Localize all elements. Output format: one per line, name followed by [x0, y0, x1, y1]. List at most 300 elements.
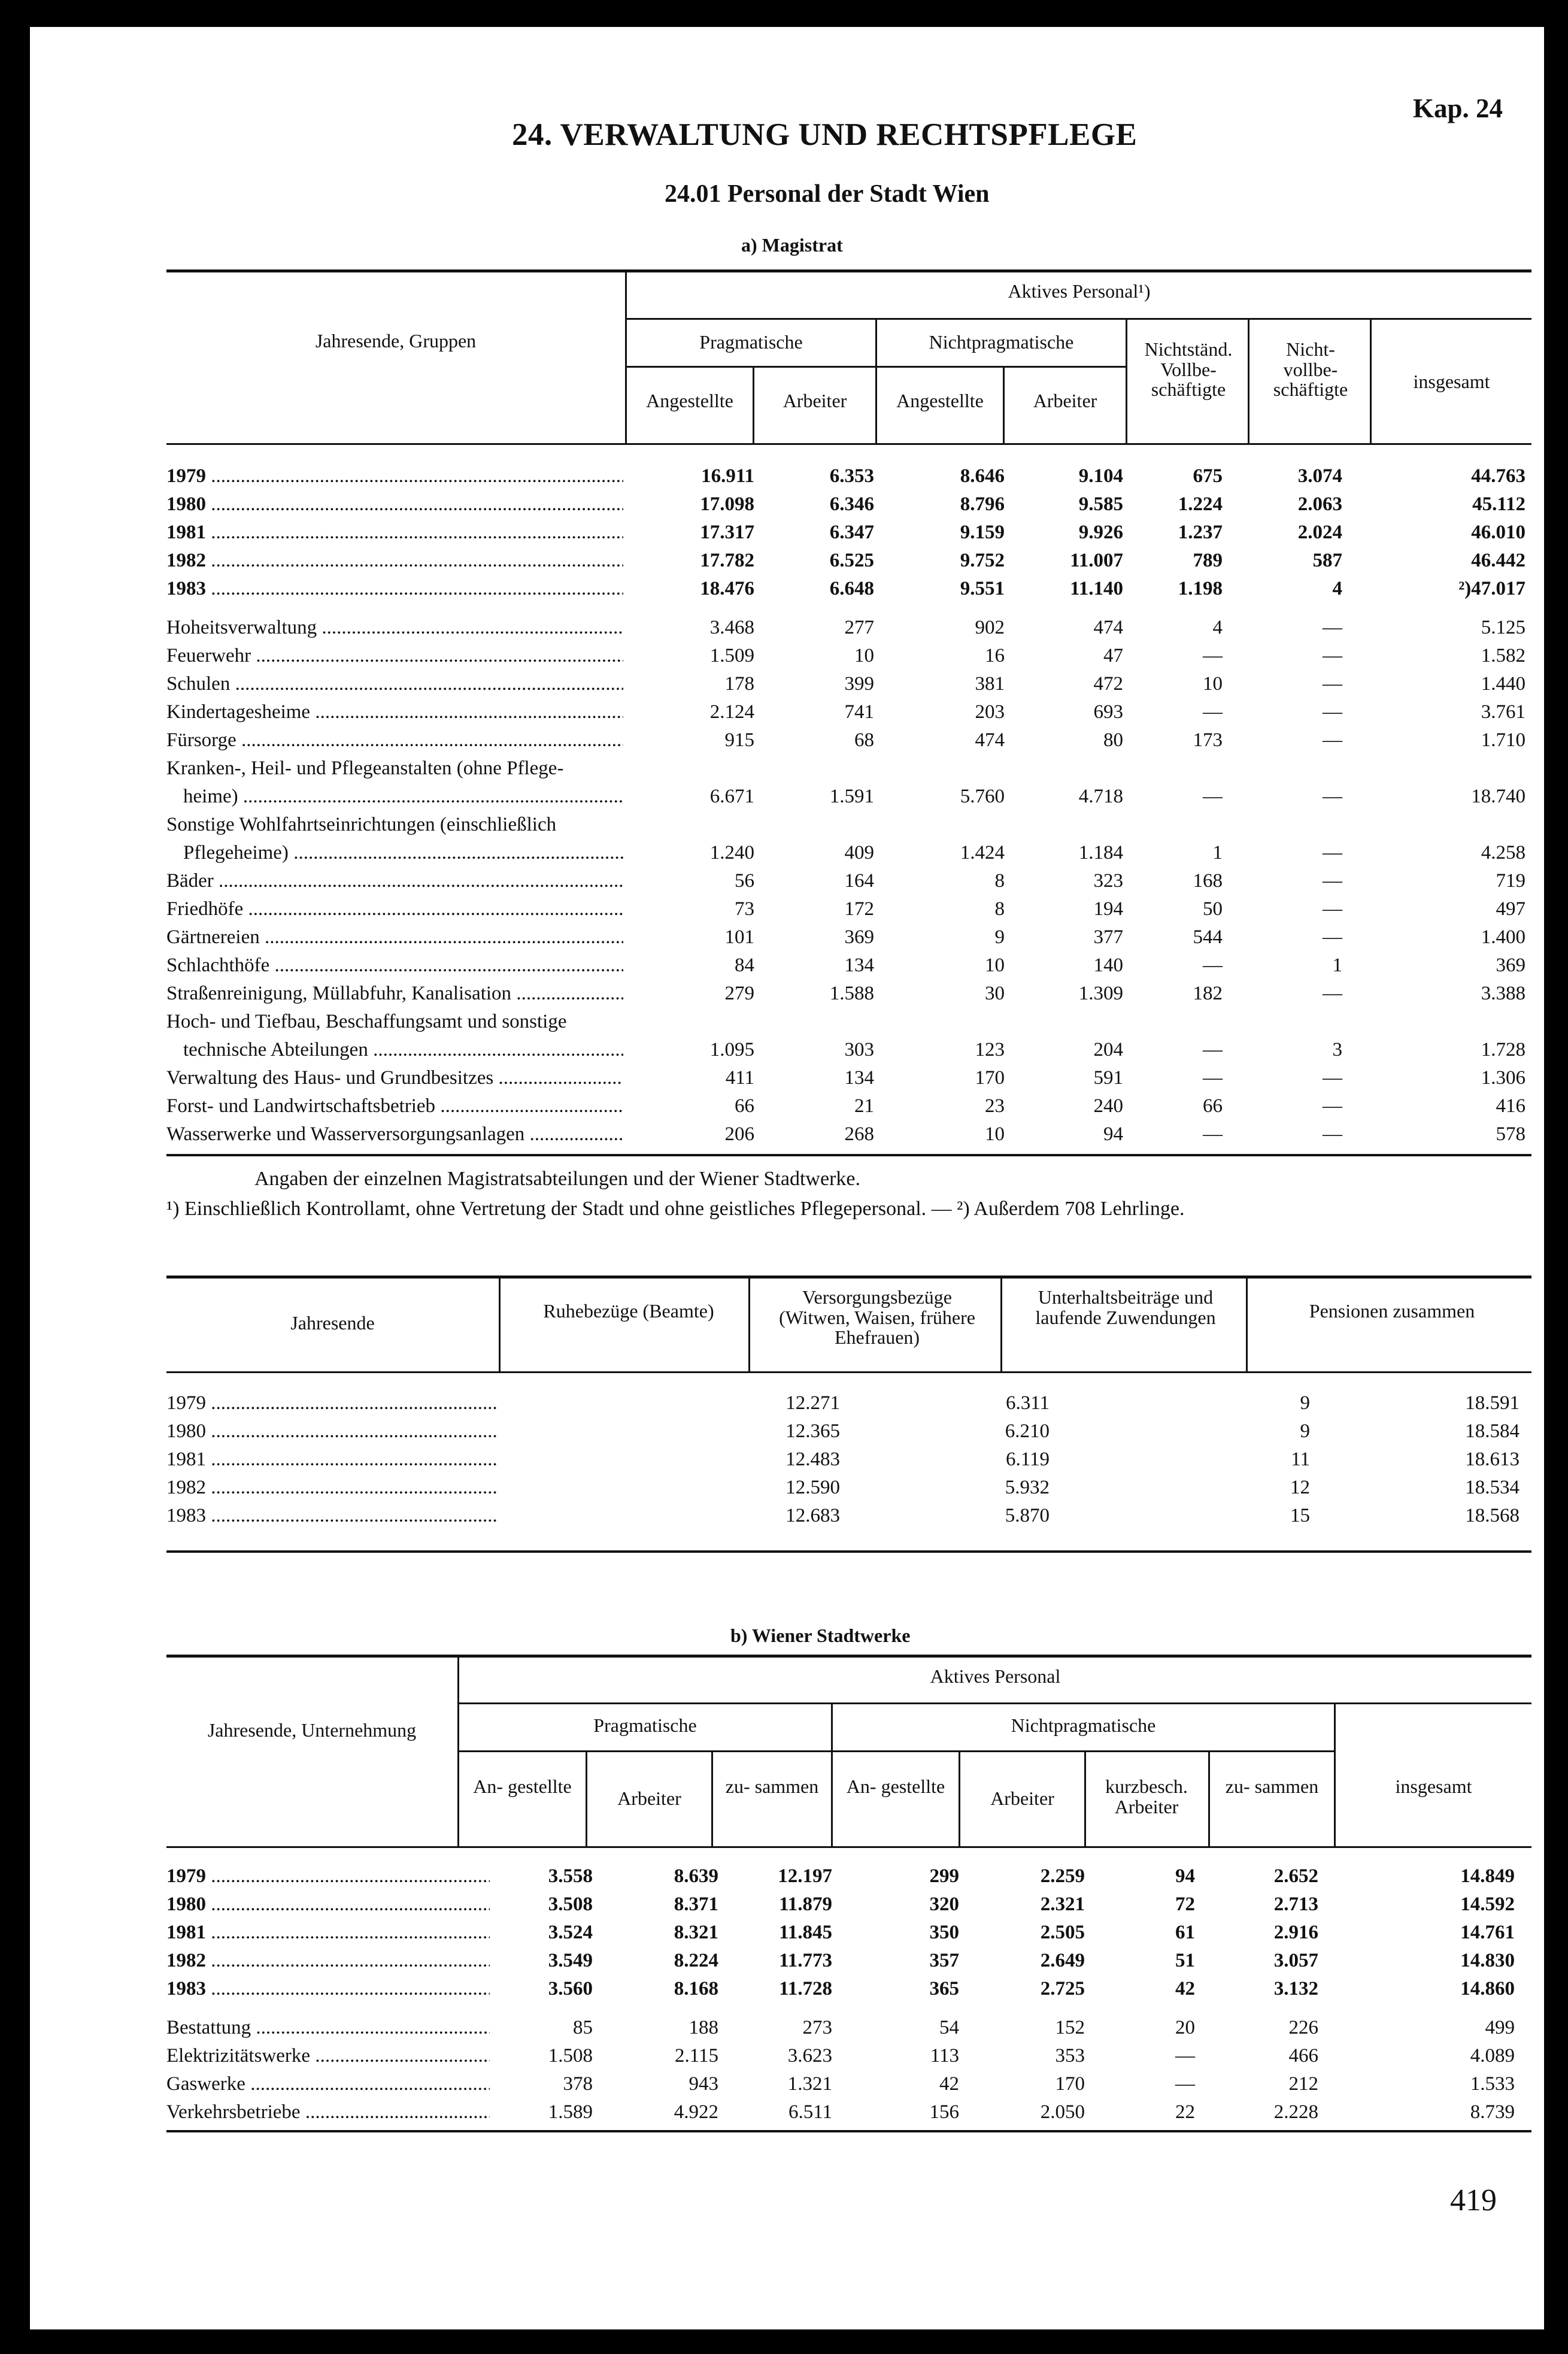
row-label	[166, 1972, 490, 2000]
value-cell: 1.321	[787, 2073, 832, 2095]
value-cell: —	[1323, 870, 1342, 892]
value-cell: 14.860	[1460, 1978, 1515, 1999]
value-cell: 22	[1175, 2101, 1195, 2123]
table-b-vline	[1208, 1750, 1210, 1846]
value-cell: 273	[802, 2017, 832, 2038]
value-cell: 9.159	[960, 522, 1005, 543]
table-a-bottom-rule	[166, 1154, 1531, 1156]
value-cell: 3.623	[787, 2045, 832, 2067]
value-cell: 94	[1175, 1865, 1195, 1887]
chapter-tag: Kap. 24	[1413, 93, 1503, 123]
value-cell: 6.347	[829, 522, 874, 543]
row-label-text: 1982 .....	[166, 550, 623, 571]
pensions-header-bottom-rule	[166, 1371, 1531, 1373]
value-cell: 3.468	[709, 617, 754, 638]
value-cell: 4	[1212, 617, 1223, 638]
value-cell: 11	[1291, 1449, 1310, 1470]
row-label	[166, 1944, 490, 1972]
spacer-cell	[166, 2000, 490, 2011]
value-cell: 365	[929, 1978, 959, 1999]
table-row	[166, 723, 1525, 752]
value-cell: 10	[985, 955, 1005, 976]
table-b-vline	[711, 1750, 713, 1846]
value-cell: 323	[1093, 870, 1123, 892]
value-cell: 17.098	[700, 493, 754, 515]
value-cell: 1.240	[709, 842, 754, 864]
value-cell: 2.115	[674, 2045, 718, 2067]
row-label-text: 1979 .....	[166, 465, 623, 487]
value-cell: 2.228	[1273, 2101, 1318, 2123]
value-cell: 1.508	[548, 2045, 593, 2067]
value-cell: 10	[985, 1123, 1005, 1145]
value-cell: 45.112	[1472, 493, 1525, 515]
table-row	[166, 1888, 1515, 1916]
value-cell: 84	[735, 955, 754, 976]
pensions-jahresende: Jahresende	[290, 1312, 375, 1334]
value-cell: 9.585	[1078, 493, 1123, 515]
value-cell: 8.168	[674, 1978, 718, 1999]
table-b-arbeiter-2: Arbeiter	[990, 1788, 1054, 1809]
value-cell: 113	[930, 2045, 959, 2067]
table-row	[166, 611, 1525, 639]
value-cell: 12.197	[778, 1865, 832, 1887]
table-row	[166, 1972, 1515, 2000]
table-row	[166, 1089, 1525, 1117]
row-label-text: Verkehrsbetriebe .....	[166, 2101, 490, 2123]
row-label-text: 1979 .....	[166, 1392, 499, 1414]
value-cell: 1	[1212, 842, 1223, 864]
value-cell: 11.140	[1070, 578, 1123, 599]
value-cell: —	[1203, 786, 1223, 807]
pensions-zusammen: Pensionen zusammen	[1309, 1300, 1475, 1322]
table-a-nichtpragmatische: Nichtpragmatische	[929, 331, 1074, 353]
value-cell: 12.271	[785, 1392, 840, 1414]
value-cell: 4	[1332, 578, 1342, 599]
value-cell: —	[1203, 1123, 1223, 1145]
value-cell: 18.534	[1465, 1477, 1520, 1498]
table-row	[166, 1005, 1525, 1033]
table-row	[166, 1386, 1520, 1414]
value-cell: 409	[844, 842, 874, 864]
value-cell: 23	[985, 1095, 1005, 1117]
row-label-text: 1980 .....	[166, 1420, 499, 1442]
value-cell: —	[1323, 898, 1342, 920]
value-cell: 2.505	[1040, 1922, 1085, 1943]
row-label	[166, 1888, 490, 1916]
value-cell: 85	[573, 2017, 593, 2038]
table-b	[166, 1859, 1515, 2123]
footnote: ¹) Einschließlich Kontrollamt, ohne Vertretung der Stadt und ohne geistliches Pflegepersonal. — ²) Außerdem 708 Lehrlinge.	[166, 1198, 1185, 1220]
value-cell: 9.926	[1078, 522, 1123, 543]
table-a-rule	[627, 318, 1531, 320]
table-row	[166, 2011, 1515, 2039]
row-label	[166, 1859, 490, 1888]
row-label-text: Hoheitsverwaltung .....	[166, 617, 623, 638]
value-cell: 2.713	[1273, 1893, 1318, 1915]
table-b-top-rule	[166, 1655, 1531, 1658]
value-cell: 2.649	[1040, 1950, 1085, 1971]
value-cell: 741	[844, 701, 874, 723]
table-a-nichtvoll: Nicht- vollbe- schäftigte	[1273, 338, 1348, 401]
value-cell: 9.551	[960, 578, 1005, 599]
source-note: Angaben der einzelnen Magistratsabteilungen und der Wiener Stadtwerke.	[254, 1168, 860, 1190]
value-cell: 279	[724, 983, 754, 1004]
value-cell: 472	[1093, 673, 1123, 695]
value-cell: 11.728	[779, 1978, 832, 1999]
value-cell: 17.782	[700, 550, 754, 571]
row-label	[166, 2067, 490, 2095]
value-cell: 1.589	[548, 2101, 593, 2123]
value-cell: 6.671	[709, 786, 754, 807]
row-label	[166, 920, 623, 949]
value-cell: 3.558	[548, 1865, 593, 1887]
value-cell: 1.198	[1178, 578, 1223, 599]
row-label	[166, 1033, 623, 1061]
value-cell: 152	[1055, 2017, 1085, 2038]
value-cell: 188	[689, 2017, 718, 2038]
row-label	[166, 1061, 623, 1089]
table-b-nichtpragmatische: Nichtpragmatische	[1011, 1714, 1156, 1736]
value-cell: 240	[1093, 1095, 1123, 1117]
value-cell: 1.582	[1481, 645, 1525, 666]
row-label-text: 1981 .....	[166, 522, 623, 543]
row-label-text: Gaswerke .....	[166, 2073, 490, 2095]
pensions-vline	[499, 1276, 501, 1373]
value-cell: 8.224	[674, 1950, 718, 1971]
table-b-angestellte-1: An- gestellte	[473, 1776, 572, 1797]
value-cell: 11.845	[779, 1922, 832, 1943]
spacer-row	[166, 2000, 1515, 2011]
value-cell: —	[1175, 2045, 1195, 2067]
value-cell: —	[1323, 983, 1342, 1004]
row-label-text: 1980 .....	[166, 1893, 490, 1915]
value-cell: 66	[735, 1095, 754, 1117]
value-cell: 6.119	[1005, 1449, 1050, 1470]
row-label: Hoch- und Tiefbau, Beschaffungsamt und sonstige	[166, 1011, 567, 1032]
value-cell: 10	[1203, 673, 1223, 695]
value-cell: 544	[1193, 926, 1223, 948]
value-cell: 277	[844, 617, 874, 638]
row-label-text: 1983 .....	[166, 578, 623, 599]
value-cell: 353	[1055, 2045, 1085, 2067]
value-cell: 10	[854, 645, 874, 666]
row-label-text: Forst- und Landwirtschaftsbetrieb .....	[166, 1095, 623, 1117]
row-label-text: heime) .....	[183, 786, 623, 807]
value-cell: 2.024	[1297, 522, 1342, 543]
row-label: Kranken-, Heil- und Pflegeanstalten (ohne Pflege-	[166, 758, 564, 779]
pensions-top-rule	[166, 1276, 1531, 1279]
value-cell: 4.258	[1481, 842, 1525, 864]
row-label: Sonstige Wohlfahrtseinrichtungen (einschließlich	[166, 814, 557, 835]
value-cell: 2.725	[1040, 1978, 1085, 1999]
row-label-text: Pflegeheime) .....	[183, 842, 623, 864]
value-cell: 226	[1288, 2017, 1318, 2038]
row-label	[166, 1471, 499, 1499]
row-label-text: Friedhöfe .....	[166, 898, 623, 920]
value-cell: 943	[689, 2073, 718, 2095]
value-cell: 18.476	[700, 578, 754, 599]
value-cell: 2.321	[1040, 1893, 1085, 1915]
value-cell: 9	[994, 926, 1005, 948]
value-cell: 80	[1103, 729, 1123, 751]
value-cell: 719	[1496, 870, 1525, 892]
value-cell: 56	[735, 870, 754, 892]
table-a-vline	[1248, 318, 1249, 443]
value-cell: 8.646	[960, 465, 1005, 487]
value-cell: 15	[1290, 1505, 1310, 1526]
value-cell: 2.063	[1297, 493, 1342, 515]
value-cell: —	[1323, 729, 1342, 751]
value-cell: 204	[1093, 1039, 1123, 1061]
table-b-rule	[459, 1750, 1334, 1752]
value-cell: 9	[1300, 1420, 1310, 1442]
table-b-insgesamt: insgesamt	[1395, 1776, 1472, 1797]
value-cell: 140	[1093, 955, 1123, 976]
value-cell: —	[1323, 617, 1342, 638]
value-cell: 134	[844, 955, 874, 976]
table-row	[166, 949, 1525, 977]
value-cell: 14.592	[1460, 1893, 1515, 1915]
row-label	[166, 2095, 490, 2123]
value-cell: 203	[975, 701, 1005, 723]
value-cell: 5.125	[1481, 617, 1525, 638]
value-cell: 350	[929, 1922, 959, 1943]
table-row	[166, 1944, 1515, 1972]
value-cell: 3.388	[1481, 983, 1525, 1004]
row-label	[166, 1089, 623, 1117]
table-row	[166, 2095, 1515, 2123]
part-b-title: b) Wiener Stadtwerke	[730, 1625, 911, 1646]
table-row	[166, 459, 1525, 487]
row-label	[166, 1414, 499, 1443]
value-cell: 497	[1496, 898, 1525, 920]
pensions-table	[166, 1386, 1520, 1527]
value-cell: 46.442	[1471, 550, 1525, 571]
value-cell: 1.424	[960, 842, 1005, 864]
value-cell: 693	[1093, 701, 1123, 723]
table-a-angestellte-2: Angestellte	[896, 390, 984, 411]
table-a	[166, 459, 1525, 1146]
value-cell: 134	[844, 1067, 874, 1089]
value-cell: 303	[844, 1039, 874, 1061]
value-cell: 9.104	[1078, 465, 1123, 487]
value-cell: —	[1323, 701, 1342, 723]
value-cell: 1.591	[829, 786, 874, 807]
value-cell: 42	[939, 2073, 959, 2095]
table-row	[166, 2039, 1515, 2067]
table-row	[166, 1061, 1525, 1089]
value-cell: 46.010	[1471, 522, 1525, 543]
value-cell: 587	[1312, 550, 1342, 571]
row-label	[166, 836, 623, 864]
value-cell: 4.089	[1470, 2045, 1515, 2067]
value-cell: 3.132	[1273, 1978, 1318, 1999]
value-cell: 2.652	[1273, 1865, 1318, 1887]
row-label-text: Wasserwerke und Wasserversorgungsanlagen .....	[166, 1123, 623, 1145]
row-label	[166, 611, 623, 639]
row-label	[166, 487, 623, 516]
value-cell: 16.911	[701, 465, 754, 487]
table-a-aktives-header: Aktives Personal¹)	[1008, 280, 1151, 302]
table-a-arbeiter-2: Arbeiter	[1033, 390, 1097, 411]
row-label	[166, 780, 623, 808]
row-label	[166, 2039, 490, 2067]
value-cell: 5.760	[960, 786, 1005, 807]
value-cell: 9	[1300, 1392, 1310, 1414]
value-cell: 320	[929, 1893, 959, 1915]
value-cell: 578	[1496, 1123, 1525, 1145]
value-cell: 8.796	[960, 493, 1005, 515]
value-cell: 18.613	[1465, 1449, 1520, 1470]
value-cell: —	[1203, 701, 1223, 723]
value-cell: —	[1323, 1123, 1342, 1145]
value-cell: 11.773	[779, 1950, 832, 1971]
value-cell: 182	[1193, 983, 1223, 1004]
value-cell: —	[1203, 1039, 1223, 1061]
row-label-text: Schlachthöfe .....	[166, 955, 623, 976]
value-cell: 1.533	[1470, 2073, 1515, 2095]
value-cell: 416	[1496, 1095, 1525, 1117]
value-cell: 2.050	[1040, 2101, 1085, 2123]
part-a-title: a) Magistrat	[741, 234, 843, 256]
value-cell: 1.400	[1481, 926, 1525, 948]
value-cell: 1.224	[1178, 493, 1223, 515]
value-cell: 14.849	[1460, 1865, 1515, 1887]
row-label	[166, 544, 623, 572]
table-row	[166, 1471, 1520, 1499]
value-cell: 2.259	[1040, 1865, 1085, 1887]
table-a-arbeiter-1: Arbeiter	[783, 390, 847, 411]
row-label	[166, 572, 623, 600]
value-cell: 4.922	[674, 2101, 718, 2123]
value-cell: 172	[844, 898, 874, 920]
table-b-vline	[1334, 1702, 1336, 1846]
value-cell: 299	[929, 1865, 959, 1887]
value-cell: 1.728	[1481, 1039, 1525, 1061]
value-cell: 68	[854, 729, 874, 751]
value-cell: 789	[1193, 550, 1223, 571]
row-label-text: Bestattung .....	[166, 2017, 490, 2038]
pensions-unterhalt: Unterhaltsbeiträge und laufende Zuwendungen	[1035, 1286, 1216, 1328]
value-cell: —	[1323, 1095, 1342, 1117]
chapter-title: 24. VERWALTUNG UND RECHTSPFLEGE	[512, 117, 1138, 152]
table-row	[166, 780, 1525, 808]
value-cell: 42	[1175, 1978, 1195, 1999]
value-cell: 3	[1332, 1039, 1342, 1061]
table-b-zusammen-1: zu- sammen	[725, 1776, 819, 1797]
value-cell: 66	[1203, 1095, 1223, 1117]
value-cell: 1	[1332, 955, 1342, 976]
row-label-text: Fürsorge .....	[166, 729, 623, 751]
value-cell: 123	[975, 1039, 1005, 1061]
table-row	[166, 1414, 1520, 1443]
row-label	[166, 695, 623, 723]
value-cell: 12.483	[785, 1449, 840, 1470]
page-number: 419	[1450, 2183, 1497, 2217]
value-cell: 378	[563, 2073, 593, 2095]
table-row	[166, 808, 1525, 836]
row-label	[166, 1916, 490, 1944]
row-label-text: 1982 .....	[166, 1477, 499, 1498]
table-b-row-header: Jahresende, Unternehmung	[207, 1719, 417, 1741]
value-cell: 1.306	[1481, 1067, 1525, 1089]
value-cell: 1.440	[1481, 673, 1525, 695]
value-cell: 9.752	[960, 550, 1005, 571]
value-cell: 170	[1055, 2073, 1085, 2095]
value-cell: 194	[1093, 898, 1123, 920]
table-row	[166, 487, 1525, 516]
value-cell: 8.739	[1470, 2101, 1515, 2123]
row-label-text: Gärtnereien .....	[166, 926, 623, 948]
value-cell: 1.309	[1078, 983, 1123, 1004]
value-cell: —	[1203, 1067, 1223, 1089]
row-label	[166, 864, 623, 892]
value-cell: 3.761	[1481, 701, 1525, 723]
table-a-top-rule	[166, 269, 1531, 272]
row-label-text: 1983 .....	[166, 1505, 499, 1526]
value-cell: 61	[1175, 1922, 1195, 1943]
value-cell: 14.830	[1460, 1950, 1515, 1971]
value-cell: 6.210	[1005, 1420, 1050, 1442]
value-cell: 178	[724, 673, 754, 695]
table-b-bottom-rule	[166, 2130, 1531, 2132]
value-cell: 206	[724, 1123, 754, 1145]
value-cell: 12.590	[785, 1477, 840, 1498]
table-a-angestellte-1: Angestellte	[646, 390, 733, 411]
value-cell: 6.353	[829, 465, 874, 487]
table-row	[166, 572, 1525, 600]
pensions-vline	[1246, 1276, 1248, 1373]
row-label-text: Elektrizitätswerke .....	[166, 2045, 490, 2067]
value-cell: —	[1323, 1067, 1342, 1089]
value-cell: 1.184	[1078, 842, 1123, 864]
row-label	[166, 459, 623, 487]
section-title: 24.01 Personal der Stadt Wien	[665, 180, 990, 208]
value-cell: 474	[975, 729, 1005, 751]
value-cell: 4.718	[1078, 786, 1123, 807]
value-cell: 11.007	[1070, 550, 1123, 571]
value-cell: 173	[1193, 729, 1223, 751]
row-label-text: Feuerwehr .....	[166, 645, 623, 666]
pensions-ruhe: Ruhebezüge (Beamte)	[543, 1300, 714, 1322]
row-label-text: Kindertagesheime .....	[166, 701, 623, 723]
value-cell: 377	[1093, 926, 1123, 948]
table-row	[166, 695, 1525, 723]
row-label-text: technische Abteilungen .....	[183, 1039, 623, 1061]
value-cell: 18.591	[1465, 1392, 1520, 1414]
value-cell: 6.511	[788, 2101, 832, 2123]
value-cell: 168	[1193, 870, 1223, 892]
table-row	[166, 1859, 1515, 1888]
value-cell: —	[1323, 842, 1342, 864]
pensions-bottom-rule	[166, 1550, 1531, 1553]
table-b-angestellte-2: An- gestellte	[846, 1776, 945, 1797]
value-cell: 411	[725, 1067, 754, 1089]
value-cell: 2.124	[709, 701, 754, 723]
value-cell: 268	[844, 1123, 874, 1145]
table-row	[166, 2067, 1515, 2095]
table-row	[166, 1033, 1525, 1061]
value-cell: 18.740	[1471, 786, 1525, 807]
row-label	[166, 516, 623, 544]
row-label-text: 1982 .....	[166, 1950, 490, 1971]
value-cell: 3.508	[548, 1893, 593, 1915]
row-label	[166, 977, 623, 1005]
value-cell: 72	[1175, 1893, 1195, 1915]
value-cell: 51	[1175, 1950, 1195, 1971]
spacer-row	[166, 600, 1525, 611]
value-cell: 8.371	[674, 1893, 718, 1915]
